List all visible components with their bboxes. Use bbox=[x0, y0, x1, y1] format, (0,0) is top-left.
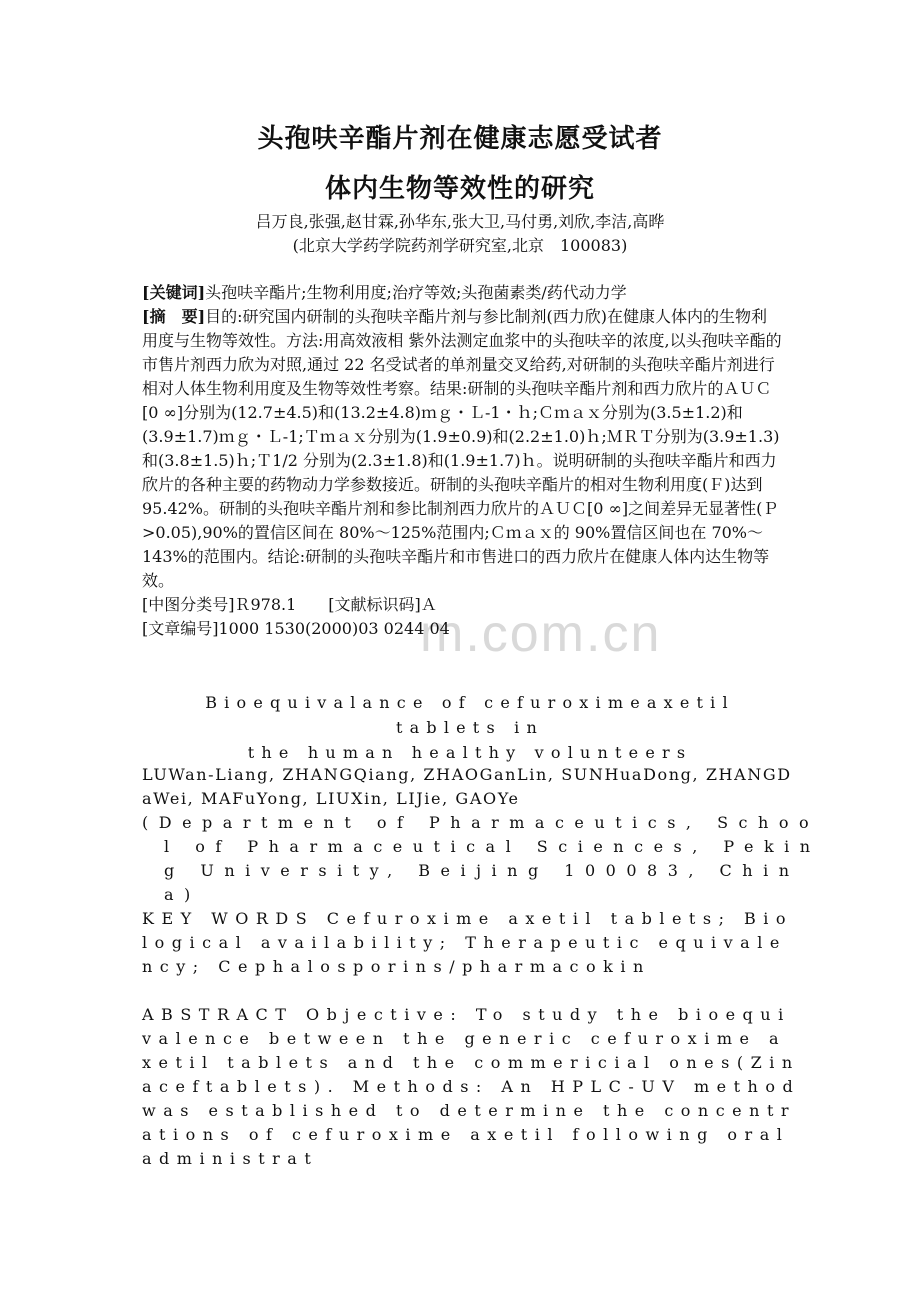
affiliation-cn: (北京大学药学院药剂学研究室,北京 100083) bbox=[292, 236, 628, 255]
title-en-line2: the human healthy volunteers bbox=[247, 743, 693, 762]
keywords-cn-label: [关键词] bbox=[142, 283, 206, 302]
keywords-en: KEY WORDS Cefuroxime axetil tablets; Biological availability; Therapeutic equivalency; Cephalosporins/pharmacokin bbox=[142, 909, 794, 976]
abstract-en: ABSTRACT Objective: To study the bioequivalence between the generic cefuroxime axetil tablets and the commericial ones(Zinaceftablets). Methods: An HPLC-UV method was established to determine the concentrations of cefuroxime axetil following oral administrat bbox=[142, 1005, 801, 1168]
classification: [中图分类号]Ｒ978.1 [文献标识码]Ａ bbox=[142, 595, 437, 614]
title-cn-line1: 头孢呋辛酯片剂在健康志愿受试者 bbox=[257, 124, 663, 154]
title-en bbox=[150, 690, 790, 765]
title-cn-line2: 体内生物等效性的研究 bbox=[324, 174, 595, 204]
abstract-cn-text: 目的:研究国内研制的头孢呋辛酯片剂与参比制剂(西力欣)在健康人体内的生物利用度与生物等效性。方法:用高效液相 紫外法测定血浆中的头孢呋辛的浓度,以头孢呋辛酯的市售片剂西力欣为对照,通过 22 名受试者的单剂量交叉给药,对研制的头孢呋辛酯片剂进行相对人体生物利用度及生物等效性考察。结果:研制的头孢呋辛酯片剂和西力欣片的ＡＵＣ[0 ∞]分别为(12.7±4.5)和(13.2±4.8)ｍｇ・Ｌ-1・ｈ;Ｃｍａｘ分别为(3.5±1.2)和(3.9±1.7)ｍｇ・Ｌ-1;Ｔｍａｘ分别为(1.9±0.9)和(2.2±1.0)ｈ;ＭＲＴ分别为(3.9±1.3)和(3.8±1.5)ｈ;Ｔ1/2 分别为(2.3±1.8)和(1.9±1.7)ｈ。说明研制的头孢呋辛酯片和西力欣片的各种主要的药物动力学参数接近。研制的头孢呋辛酯片的相对生物利用度(Ｆ)达到 95.42%。研制的头孢呋辛酯片剂和参比制剂西力欣片的ＡＵＣ[0 ∞]之间差异无显著性(Ｐ>0.05),90%的置信区间在 80%～125%范围内;Ｃｍａｘ的 90%置信区间也在 70%～143%的范围内。结论:研制的头孢呋辛酯片和市售进口的西力欣片在健康人体内达生物等效。 bbox=[142, 307, 782, 590]
abstract-cn-label: [摘 要] bbox=[142, 307, 206, 326]
affiliation-en: (Department of Pharmaceutics, School of Pharmaceutical Sciences, Peking University, Beijing 100083, China) bbox=[142, 813, 821, 904]
watermark: m.com.cn bbox=[420, 605, 662, 663]
keywords-cn-text: 头孢呋辛酯片;生物利用度;治疗等效;头孢菌素类/药代动力学 bbox=[205, 283, 627, 302]
keywords-cn bbox=[142, 281, 782, 305]
chinese-body bbox=[142, 281, 782, 641]
article-number: [文章编号]1000 1530(2000)03 0244 04 bbox=[142, 619, 450, 638]
title-en-line1: Bioequivalance of cefuroximeaxetil tablets in bbox=[205, 693, 735, 737]
authors-en: LUWan-Liang, ZHANGQiang, ZHAOGanLin, SUNHuaDong, ZHANGDaWei, MAFuYong, LIUXin, LIJie, GAOYe bbox=[142, 765, 792, 808]
authors-cn: 吕万良,张强,赵甘霖,孙华东,张大卫,马付勇,刘欣,李洁,高晔 bbox=[255, 212, 665, 231]
abstract-cn bbox=[142, 305, 782, 593]
